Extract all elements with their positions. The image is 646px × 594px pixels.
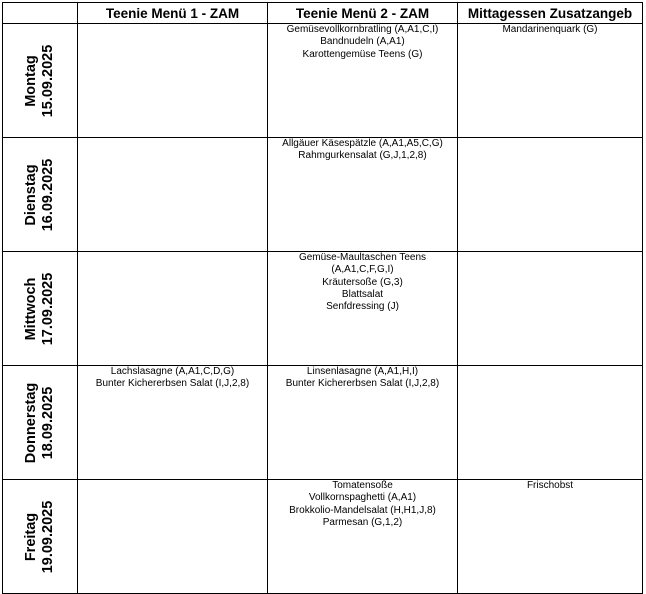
- dish-line: Bunter Kichererbsen Salat (I,J,2,8): [285, 378, 440, 390]
- menu2-cell: [268, 24, 458, 138]
- weekday: Freitag: [23, 512, 39, 561]
- dish-line: Gemüse-Maultaschen Teens: [298, 252, 427, 263]
- day-cell: [3, 24, 78, 138]
- dish-line: Tomatensoße: [332, 480, 393, 491]
- table-row: [3, 480, 643, 594]
- dish-line: Brokkolio-Mandelsalat (H,H1,J,8): [289, 504, 436, 516]
- day-cell: [3, 366, 78, 480]
- table-row: [3, 252, 643, 366]
- dish-line: Blattsalat: [341, 288, 384, 300]
- dish-line: (A,A1,C,F,G,I): [331, 264, 394, 276]
- weekday: Donnerstag: [23, 382, 39, 463]
- column-header-extra: Mittagessen Zusatzangeb: [458, 3, 643, 24]
- weekday: Montag: [23, 54, 39, 107]
- dish-line: Rahmgurkensalat (G,J,1,2,8): [298, 150, 427, 162]
- dish-line: Lachslasagne (A,A1,C,D,G): [110, 366, 235, 377]
- menu1-cell: [78, 366, 268, 480]
- dish-line: Parmesan (G,1,2): [322, 516, 403, 528]
- day-label: [23, 272, 57, 345]
- extra-cell: [458, 24, 643, 138]
- menu2-cell: [268, 138, 458, 252]
- dish-line: Gemüsevollkornbratling (A,A1,C,I): [286, 24, 439, 35]
- day-label: [23, 44, 57, 117]
- dish-line: Allgäuer Käsespätzle (A,A1,A5,C,G): [282, 138, 443, 149]
- menu1-cell: [78, 24, 268, 138]
- date: 19.09.2025: [40, 500, 56, 573]
- table-row: [3, 366, 643, 480]
- column-header-menu1: Teenie Menü 1 - ZAM: [78, 3, 268, 24]
- menu2-cell: [268, 252, 458, 366]
- table-row: [3, 24, 643, 138]
- dish-line: Linsenlasagne (A,A1,H,I): [306, 366, 419, 377]
- day-label: [23, 500, 57, 573]
- day-label: [23, 158, 57, 231]
- extra-cell: [458, 366, 643, 480]
- day-label: [23, 382, 57, 463]
- table-row: [3, 138, 643, 252]
- day-cell: [3, 480, 78, 594]
- menu1-cell: [78, 138, 268, 252]
- day-cell: [3, 138, 78, 252]
- menu-table: [2, 2, 643, 594]
- dish-line: Karottengemüse Teens (G): [302, 48, 423, 60]
- dish-line: Bandnudeln (A,A1): [320, 36, 405, 48]
- menu2-cell: [268, 480, 458, 594]
- day-cell: [3, 252, 78, 366]
- weekday: Mittwoch: [23, 277, 39, 340]
- menu1-cell: [78, 480, 268, 594]
- date: 17.09.2025: [40, 272, 56, 345]
- menu2-cell: [268, 366, 458, 480]
- date: 15.09.2025: [40, 44, 56, 117]
- dish-line: Frischobst: [526, 480, 574, 491]
- extra-cell: [458, 252, 643, 366]
- dish-line: Bunter Kichererbsen Salat (I,J,2,8): [95, 378, 250, 390]
- dish-line: Kräutersoße (G,3): [322, 276, 403, 288]
- extra-cell: [458, 138, 643, 252]
- menu1-cell: [78, 252, 268, 366]
- dish-line: Vollkornspaghetti (A,A1): [308, 492, 417, 504]
- dish-line: Senfdressing (J): [326, 301, 399, 313]
- date: 18.09.2025: [40, 386, 56, 459]
- corner-cell: [3, 3, 78, 24]
- header-row: [3, 3, 643, 24]
- extra-cell: [458, 480, 643, 594]
- dish-line: Mandarinenquark (G): [502, 24, 598, 35]
- column-header-menu2: Teenie Menü 2 - ZAM: [268, 3, 458, 24]
- date: 16.09.2025: [40, 158, 56, 231]
- weekday: Dienstag: [23, 163, 39, 226]
